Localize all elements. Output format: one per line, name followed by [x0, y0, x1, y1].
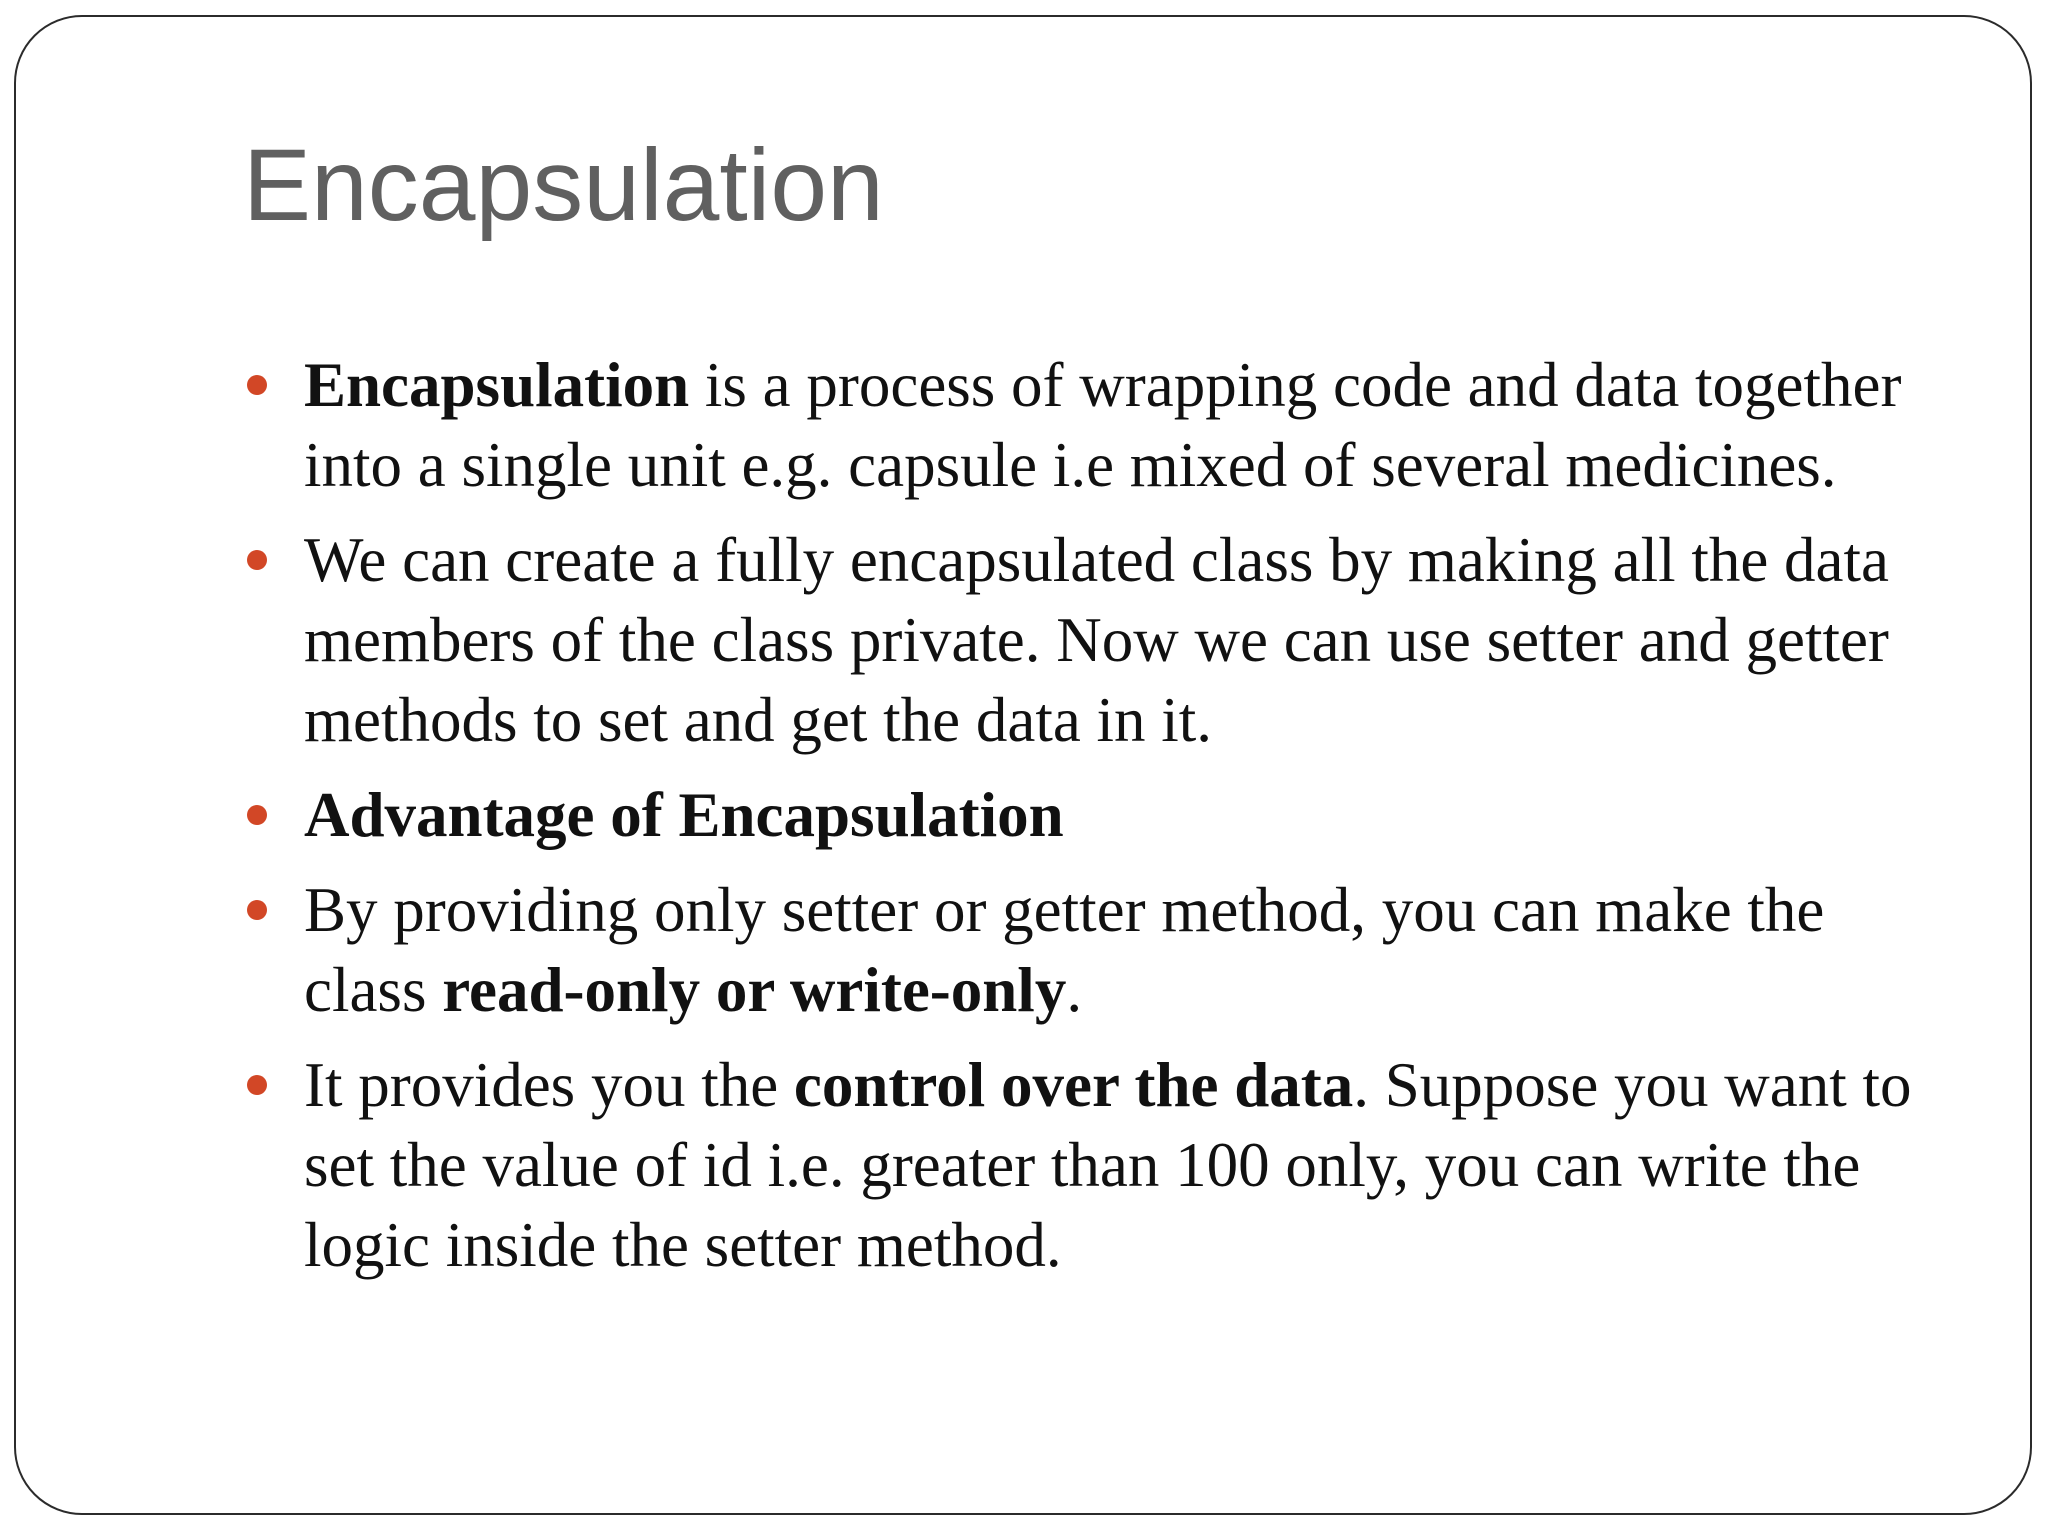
slide-title: Encapsulation	[243, 128, 884, 242]
bullet-1-term: Encapsulation	[304, 350, 690, 420]
bullet-item-5	[304, 1045, 1954, 1285]
bullet-dot-icon	[247, 375, 267, 395]
bullet-2-text: We can create a fully encapsulated class by making all the data members of the class private. Now we can use setter and getter methods to set and get the data in it.	[304, 525, 1889, 755]
bullet-1-text: is a process of wrapping code and data together into a single unit e.g. capsule i.e mixed of several medicines.	[304, 350, 1902, 500]
bullet-4-text-end: .	[1066, 955, 1083, 1025]
bullet-list	[304, 345, 1954, 1285]
bullet-4-emphasis: read-only or write-only	[442, 955, 1067, 1025]
bullet-5-text-end: . Suppose you want to set the value of id i.e. greater than 100 only, you can write the logic inside the setter method.	[304, 1050, 1912, 1280]
bullet-3-heading: Advantage of Encapsulation	[304, 780, 1064, 850]
slide-frame	[14, 15, 2032, 1515]
bullet-dot-icon	[247, 805, 267, 825]
bullet-dot-icon	[247, 1075, 267, 1095]
bullet-dot-icon	[247, 550, 267, 570]
bullet-item-3	[304, 775, 1954, 855]
bullet-5-emphasis: control over the data	[793, 1050, 1354, 1120]
bullet-5-text-start: It provides you the	[304, 1050, 794, 1120]
bullet-item-1	[304, 345, 1954, 505]
bullet-item-2	[304, 520, 1954, 760]
bullet-item-4	[304, 870, 1954, 1030]
bullet-4-text-start: By providing only setter or getter method, you can make the class	[304, 875, 1825, 1025]
bullet-dot-icon	[247, 900, 267, 920]
